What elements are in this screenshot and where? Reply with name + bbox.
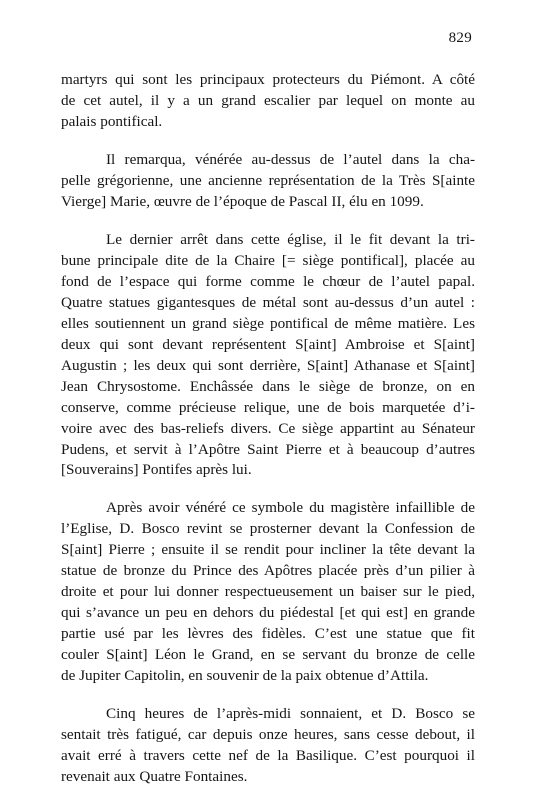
text-line: avait erré à travers cette nef de la Basilique. C’est pourquoi il [61, 747, 475, 765]
text-line: droite et pour lui donner respectueusement un baiser sur le pied, [61, 582, 475, 600]
text-line: Quatre statues gigantesques de métal sont au-dessus d’un autel : [61, 294, 475, 312]
text-line: Après avoir vénéré ce symbole du magistère infaillible de [106, 499, 475, 517]
text-line: de cet autel, il y a un grand escalier par lequel on monte au [61, 91, 475, 109]
text-line: couler S[aint] Léon le Grand, en se servant du bronze de celle [61, 645, 475, 663]
text-line: Cinq heures de l’après-midi sonnaient, et D. Bosco se [106, 705, 475, 723]
page-number: 829 [448, 30, 472, 46]
text-line: palais pontifical. [61, 112, 163, 130]
paragraph-2 [61, 150, 475, 213]
paragraph-4 [61, 498, 475, 686]
text-line: Le dernier arrêt dans cette église, il le fit devant la tri- [106, 231, 475, 249]
text-line: Pudens, et servit à l’Apôtre Saint Pierre et à beaucoup d’autres [61, 440, 475, 458]
text-line: Vierge] Marie, œuvre de l’époque de Pascal II, élu en 1099. [61, 192, 424, 210]
text-line: partie usé par les lèvres des fidèles. C’est une statue que fit [61, 624, 475, 642]
body-text [61, 70, 475, 805]
text-line: [Souverains] Pontifes après lui. [61, 461, 252, 479]
text-line: elles soutiennent un grand siège pontifical de même matière. Les [61, 315, 475, 333]
text-line: S[aint] Pierre ; ensuite il se rendit pour incliner la tête devant la [61, 541, 475, 559]
text-line: qui s’avance un peu en dehors du piédestal [et qui est] en grande [61, 603, 475, 621]
text-line: statue de bronze du Prince des Apôtres placée près d’un pilier à [61, 562, 475, 580]
text-line: Augustin ; les deux qui sont derrière, S[aint] Athanase et S[aint] [61, 356, 475, 374]
text-line: conserve, comme précieuse relique, une de bois marquetée d’i- [61, 398, 475, 416]
text-line: revenait aux Quatre Fontaines. [61, 768, 248, 786]
text-line: voire avec des bas-reliefs divers. Ce siège appartint au Sénateur [61, 419, 475, 437]
text-line: de Jupiter Capitolin, en souvenir de la paix obtenue d’Attila. [61, 666, 429, 684]
text-line: Jean Chrysostome. Enchâssée dans le siège de bronze, on en [61, 377, 475, 395]
paragraph-3 [61, 230, 475, 481]
paragraph-5 [61, 704, 475, 788]
text-line: l’Eglise, D. Bosco revint se prosterner devant la Confession de [61, 520, 475, 538]
text-line: sentait très fatigué, car depuis onze heures, sans cesse debout, il [61, 726, 475, 744]
paragraph-1 [61, 70, 475, 133]
text-line: Il remarqua, vénérée au-dessus de l’autel dans la cha- [106, 150, 475, 168]
text-line: fond de l’espace qui forme comme le chœur de l’autel papal. [61, 273, 475, 291]
text-line: martyrs qui sont les principaux protecteurs du Piémont. A côté [61, 71, 475, 88]
text-line: pelle grégorienne, une ancienne représentation de la Très S[ainte [61, 171, 475, 189]
text-line: bune principale dite de la Chaire [= siège pontifical], placée au [61, 252, 475, 270]
text-line: deux qui sont devant représentent S[aint] Ambroise et S[aint] [61, 335, 475, 353]
